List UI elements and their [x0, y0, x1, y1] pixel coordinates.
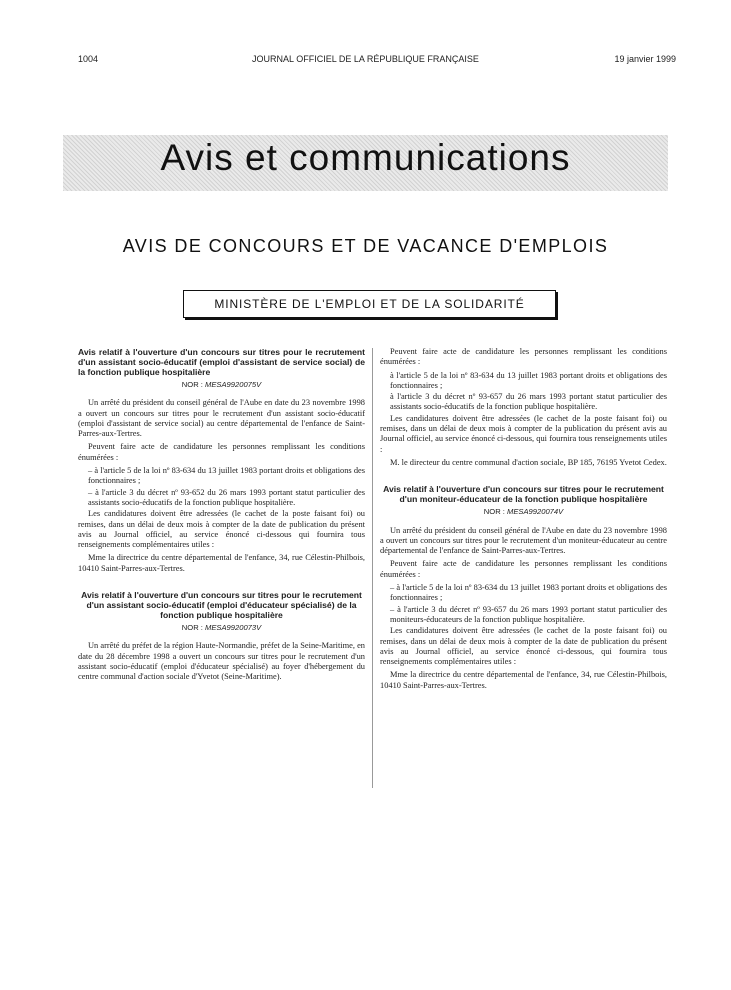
- paragraph: M. le directeur du centre communal d'action sociale, BP 185, 76195 Yvetot Cedex.: [390, 457, 667, 467]
- article-1: [78, 347, 365, 574]
- nor-code: MESA9920075V: [205, 380, 262, 389]
- article-2-continued: [380, 347, 667, 468]
- nor-code: MESA9920073V: [205, 623, 262, 633]
- paragraph: Peuvent faire acte de candidature les personnes remplissant les conditions énumérées :: [380, 559, 667, 579]
- article-title: Avis relatif à l'ouverture d'un concours sur titres pour le recrutement d'un assistant socio-éducatif (emploi d'assistant de service social) de la fonction publique hospitalière: [78, 347, 365, 377]
- banner-title: Avis et communications: [160, 137, 571, 178]
- issue-date: 19 janvier 1999: [614, 54, 676, 64]
- nor-label: NOR :: [483, 507, 505, 517]
- nor-reference: [380, 507, 667, 517]
- list-item: – à l'article 3 du décret nº 93-652 du 26 mars 1993 portant statut particulier des assistants socio-éducatifs de la fonction publique hospitalière.: [88, 487, 365, 507]
- paragraph: Peuvent faire acte de candidature les personnes remplissant les conditions énumérées :: [380, 347, 667, 367]
- list-item: – à l'article 5 de la loi nº 83-634 du 13 juillet 1983 portant droits et obligations des fonctionnaires ;: [390, 583, 667, 603]
- list-item: à l'article 5 de la loi nº 83-634 du 13 juillet 1983 portant droits et obligations des fonctionnaires ;: [390, 370, 667, 390]
- nor-label: NOR :: [181, 623, 203, 633]
- paragraph: Un arrêté du président du conseil général de l'Aube en date du 23 novembre 1998 a ouvert un concours sur titres pour le recrutement d'un moniteur-éducateur au centre départemental de l'enfance de Saint-Parres-aux-Tertres.: [380, 525, 667, 556]
- article-2: [78, 590, 365, 682]
- paragraph: Les candidatures doivent être adressées (le cachet de la poste faisant foi) ou remises, dans un délai de deux mois à compter de la date de publication du présent avis au Journal officiel, au service énoncé ci-dessous, qui fournira tous renseignements complémentaires utiles :: [380, 626, 667, 667]
- article-title: Avis relatif à l'ouverture d'un concours sur titres pour le recrutement d'un assistant socio-éducatif (emploi d'éducateur spécialisé) de la fonction publique hospitalière: [81, 590, 362, 621]
- article-title: Avis relatif à l'ouverture d'un concours sur titres pour le recrutement d'un moniteur-éducateur de la fonction publique hospitalière: [383, 484, 664, 505]
- paragraph: Mme la directrice du centre départemental de l'enfance, 34, rue Célestin-Philbois, 10410 Saint-Parres-aux-Tertres.: [380, 670, 667, 690]
- paragraph: Peuvent faire acte de candidature les personnes remplissant les conditions énumérées :: [78, 442, 365, 462]
- list-item: – à l'article 3 du décret nº 93-657 du 26 mars 1993 portant statut particulier des moniteurs-éducateurs de la fonction publique hospitalière.: [390, 604, 667, 624]
- section-heading: AVIS DE CONCOURS ET DE VACANCE D'EMPLOIS: [122, 236, 609, 256]
- nor-reference: [78, 623, 365, 633]
- nor-label: NOR :: [181, 380, 203, 389]
- left-column: [78, 347, 365, 686]
- ministry-box: MINISTÈRE DE L'EMPLOI ET DE LA SOLIDARITÉ: [183, 290, 556, 318]
- journal-title: JOURNAL OFFICIEL DE LA RÉPUBLIQUE FRANÇAISE: [252, 54, 479, 64]
- nor-reference: [78, 380, 365, 390]
- column-divider: [372, 348, 373, 788]
- paragraph: Les candidatures doivent être adressées (le cachet de la poste faisant foi) ou remises, dans un délai de deux mois à compter de la date de publication du présent avis au Journal officiel, au service énoncé ci-dessous qui fournira tous renseignements complémentaires utiles :: [78, 509, 365, 550]
- article-3: [380, 484, 667, 691]
- paragraph: Les candidatures doivent être adressées (le cachet de la poste faisant foi) ou remises, dans un délai de deux mois à compter de la publication du présent avis au Journal officiel, au service énoncé ci-dessous, qui fournira tous renseignements utiles :: [380, 413, 667, 454]
- right-column: [380, 347, 667, 694]
- paragraph: Un arrêté du préfet de la région Haute-Normandie, préfet de la Seine-Maritime, en date du 28 décembre 1998 a ouvert un concours sur titres pour le recrutement d'un assistant socio-éducatif (emploi d'éducateur spécialisé) au foyer d'hébergement du centre communal d'action sociale d'Yvetot (Seine-Maritime).: [78, 641, 365, 682]
- list-item: – à l'article 5 de la loi nº 83-634 du 13 juillet 1983 portant droits et obligations des fonctionnaires ;: [88, 466, 365, 486]
- nor-code: MESA9920074V: [507, 507, 564, 517]
- page-number: 1004: [78, 54, 99, 64]
- paragraph: Un arrêté du président du conseil général de l'Aube en date du 23 novembre 1998 a ouvert un concours sur titres pour le recrutement d'un assistant socio-éducatif (emploi d'assistant de service social) au centre départemental de l'enfance de Saint-Parres-aux-Tertres.: [78, 398, 365, 439]
- list-item: à l'article 3 du décret nº 93-657 du 26 mars 1993 portant statut particulier des assistants socio-éducatifs de la fonction publique hospitalière.: [390, 392, 667, 412]
- paragraph: Mme la directrice du centre départemental de l'enfance, 34, rue Célestin-Philbois, 10410 Saint-Parres-aux-Tertres.: [78, 553, 365, 573]
- section-banner: [63, 135, 668, 191]
